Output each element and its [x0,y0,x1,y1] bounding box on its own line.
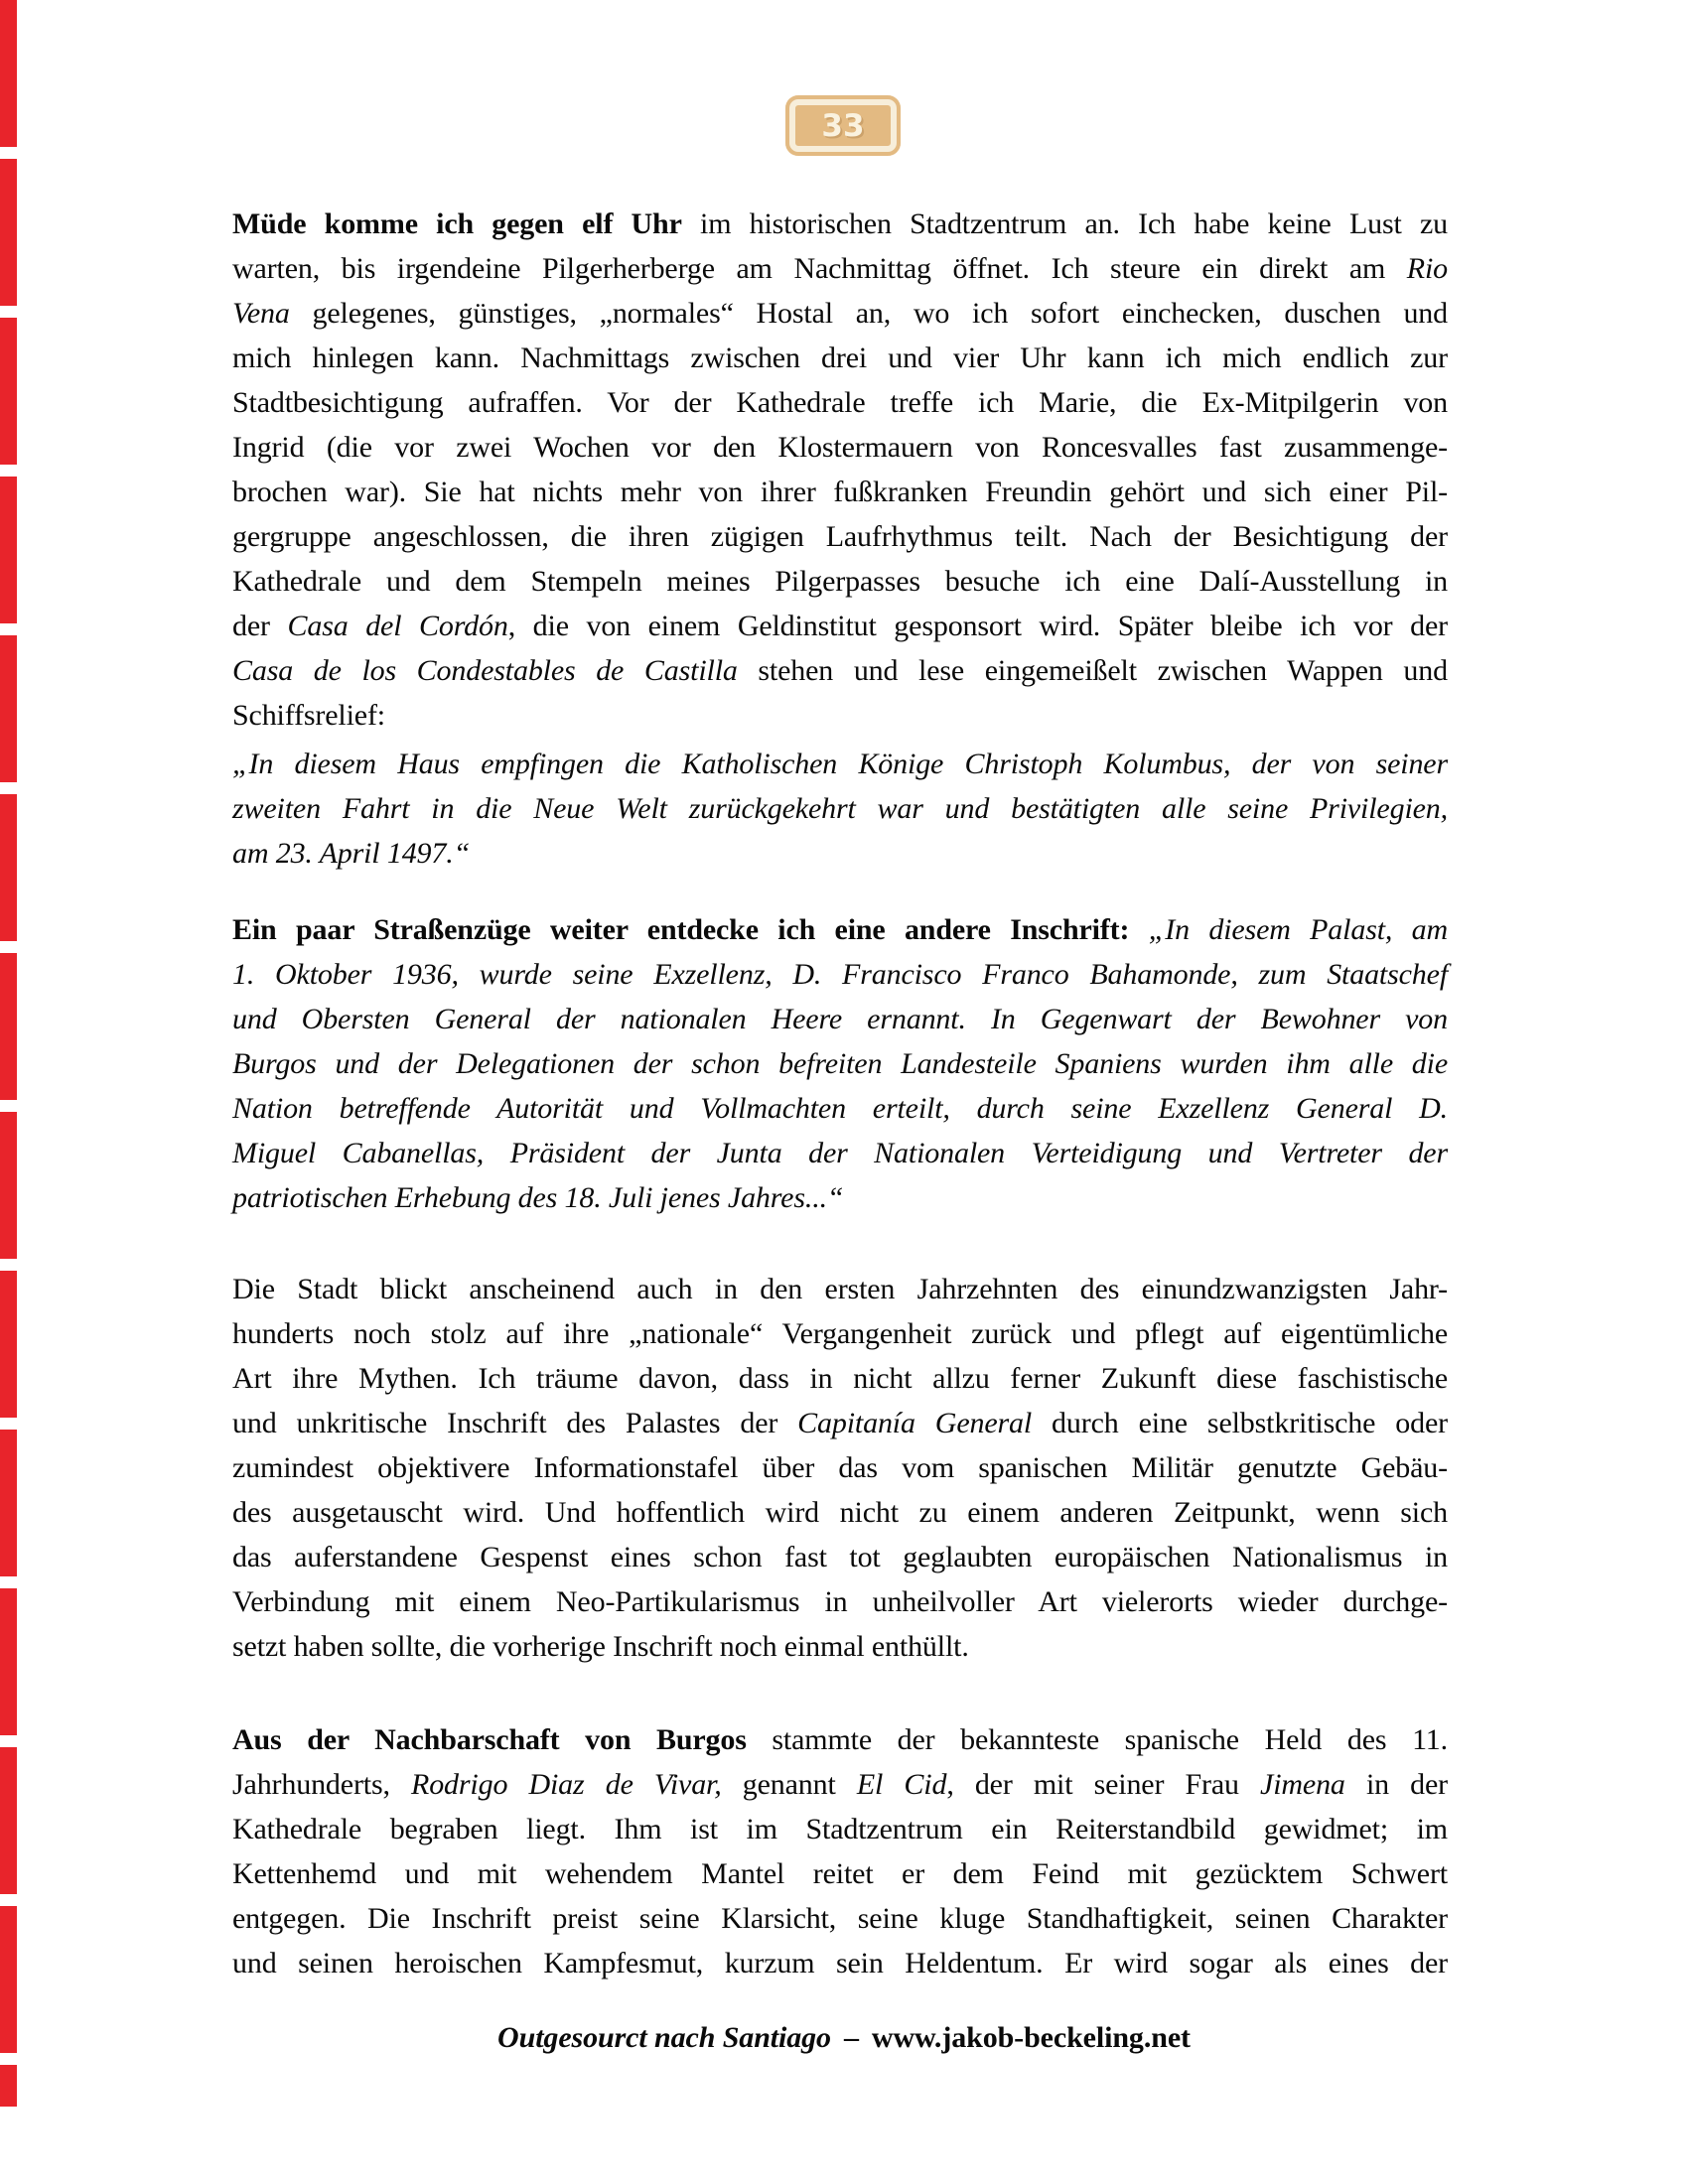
text-line [232,470,1448,514]
text-run: „In diesem Haus empfingen die Katholischen Könige Christoph Kolumbus, der von seiner [232,748,1448,780]
text-line [232,1851,1448,1896]
text-line [232,202,1448,246]
text-run: patriotischen Erhebung des 18. Juli jenes Jahres...“ [232,1181,844,1214]
text-run: gergruppe angeschlossen, die ihren zügigen Laufrhythmus teilt. Nach der Besichtigung der [232,520,1448,553]
text-run: Burgos und der Delegationen der schon befreiten Landesteile Spaniens wurden ihm alle die [232,1047,1448,1080]
paragraph [232,1717,1448,1985]
text-run: brochen war). Sie hat nichts mehr von ihrer fußkranken Freundin gehört und sich einer Pil- [232,476,1448,508]
text-run: Casa de los Condestables de Castilla [232,654,738,687]
text-line [232,693,1448,738]
text-run: Ein paar Straßenzüge weiter entdecke ich eine andere Inschrift: [232,913,1149,946]
text-run: gelegenes, günstiges, „normales“ Hostal an, wo ich sofort einchecken, duschen und [289,297,1448,330]
text-line [232,1941,1448,1985]
text-run: Kettenhemd und mit wehendem Mantel reitet er dem Feind mit gezücktem Schwert [232,1857,1448,1890]
page-edge-decoration [0,0,17,2107]
text-run: Casa del Cordón [287,610,508,642]
text-line [232,380,1448,425]
text-run: Rodrigo Diaz de Vivar, [411,1768,722,1801]
text-run: der [232,610,288,642]
text-line [232,336,1448,380]
text-run: am 23. April 1497.“ [232,837,471,870]
text-line [232,1356,1448,1401]
text-line [232,1717,1448,1762]
text-run: durch eine selbstkritische oder [1032,1407,1448,1439]
text-run: warten, bis irgendeine Pilgerherberge am Nachmittag öffnet. Ich steure ein direkt am [232,252,1407,285]
text-run: 1. Oktober 1936, wurde seine Exzellenz, D. Francisco Franco Bahamonde, zum Staatschef [232,958,1448,991]
text-run: das auferstandene Gespenst eines schon fast tot geglaubten europäischen Nationalismus in [232,1541,1448,1573]
text-run: Die Stadt blickt anscheinend auch in den ersten Jahrzehnten des einundzwanzigsten Jahr- [232,1273,1448,1305]
text-line [232,291,1448,336]
text-line [232,1131,1448,1175]
text-run: Jahrhunderts, [232,1768,412,1801]
text-run: Jimena [1260,1768,1345,1801]
text-run: Stadtbesichtigung aufraffen. Vor der Kathedrale treffe ich Marie, die Ex-Mitpilgerin von [232,386,1448,419]
text-run: Capitanía General [797,1407,1033,1439]
text-run: Aus der Nachbarschaft von Burgos [232,1723,747,1756]
text-run: Rio [1406,252,1448,285]
text-run: zweiten Fahrt in die Neue Welt zurückgekehrt war und bestätigten alle seine Privilegien, [232,792,1448,825]
paragraph [232,202,1448,738]
text-run: Ingrid (die vor zwei Wochen vor den Klostermauern von Roncesvalles fast zusammenge- [232,431,1448,464]
paragraph [232,907,1448,1220]
text-run: Schiffsrelief: [232,699,385,732]
text-run: Kathedrale und dem Stempeln meines Pilgerpasses besuche ich eine Dalí-Ausstellung in [232,565,1448,598]
text-line [232,425,1448,470]
text-line [232,786,1448,831]
text-line [232,246,1448,291]
text-line [232,1807,1448,1851]
text-run: Kathedrale begraben liegt. Ihm ist im Stadtzentrum ein Reiterstandbild gewidmet; im [232,1813,1448,1845]
text-run: und unkritische Inschrift des Palastes der [232,1407,798,1439]
text-line [232,997,1448,1041]
text-run: stehen und lese eingemeißelt zwischen Wappen und [737,654,1448,687]
text-line [232,1762,1448,1807]
text-run: Miguel Cabanellas, Präsident der Junta der Nationalen Verteidigung und Vertreter der [232,1137,1448,1169]
footer-book-title: Outgesourct nach Santiago [497,2021,831,2054]
text-line [232,1311,1448,1356]
body-text [232,202,1448,1985]
paragraph [232,742,1448,876]
text-run: und Obersten General der nationalen Heere ernannt. In Gegenwart der Bewohner von [232,1003,1448,1035]
text-line [232,1535,1448,1579]
text-run: Müde komme ich gegen elf Uhr [232,207,682,240]
text-line [232,559,1448,604]
text-line [232,604,1448,648]
text-run: entgegen. Die Inschrift preist seine Klarsicht, seine kluge Standhaftigkeit, seinen Charakter [232,1902,1448,1935]
paragraph [232,1267,1448,1669]
text-run: und seinen heroischen Kampfesmut, kurzum sein Heldentum. Er wird sogar als eines der [232,1947,1448,1979]
text-line [232,514,1448,559]
text-run: „In diesem Palast, am [1148,913,1448,946]
text-line [232,1490,1448,1535]
text-run: in der [1344,1768,1449,1801]
text-line [232,1267,1448,1311]
text-line [232,952,1448,997]
text-line [232,1624,1448,1669]
text-line [232,1175,1448,1220]
text-line [232,1086,1448,1131]
text-run: genannt [721,1768,857,1801]
text-line [232,1445,1448,1490]
text-run: , der mit seiner Frau [946,1768,1261,1801]
text-line [232,907,1448,952]
footer-url: www.jakob-beckeling.net [871,2021,1191,2054]
text-line [232,1896,1448,1941]
text-run: , die von einem Geldinstitut gesponsort wird. Später bleibe ich vor der [507,610,1448,642]
text-run: setzt haben sollte, die vorherige Inschrift noch einmal enthüllt. [232,1630,969,1663]
text-run: Nation betreffende Autorität und Vollmachten erteilt, durch seine Exzellenz General D. [232,1092,1448,1125]
text-run: zumindest objektivere Informationstafel über das vom spanischen Militär genutzte Gebäu- [232,1451,1448,1484]
footer-separator: – [843,2021,859,2054]
page-number-badge [785,95,901,156]
text-run: im historischen Stadtzentrum an. Ich habe keine Lust zu [681,207,1448,240]
text-run: Vena [232,297,290,330]
text-run: Art ihre Mythen. Ich träume davon, dass in nicht allzu ferner Zukunft diese faschistische [232,1362,1448,1395]
page-number: 33 [821,107,865,144]
text-run: El Cid [856,1768,947,1801]
text-run: Verbindung mit einem Neo-Partikularismus in unheilvoller Art vielerorts wieder durchge- [232,1585,1448,1618]
text-run: hunderts noch stolz auf ihre „nationale“ Vergangenheit zurück und pflegt auf eigentümliche [232,1317,1448,1350]
text-line [232,1041,1448,1086]
text-run: mich hinlegen kann. Nachmittags zwischen drei und vier Uhr kann ich mich endlich zur [232,341,1448,374]
text-line [232,648,1448,693]
text-line [232,1401,1448,1445]
text-line [232,742,1448,786]
text-line [232,831,1448,876]
text-run: des ausgetauscht wird. Und hoffentlich wird nicht zu einem anderen Zeitpunkt, wenn sich [232,1496,1448,1529]
page-footer [0,2021,1688,2055]
text-run: stammte der bekannteste spanische Held des 11. [746,1723,1449,1756]
text-line [232,1579,1448,1624]
